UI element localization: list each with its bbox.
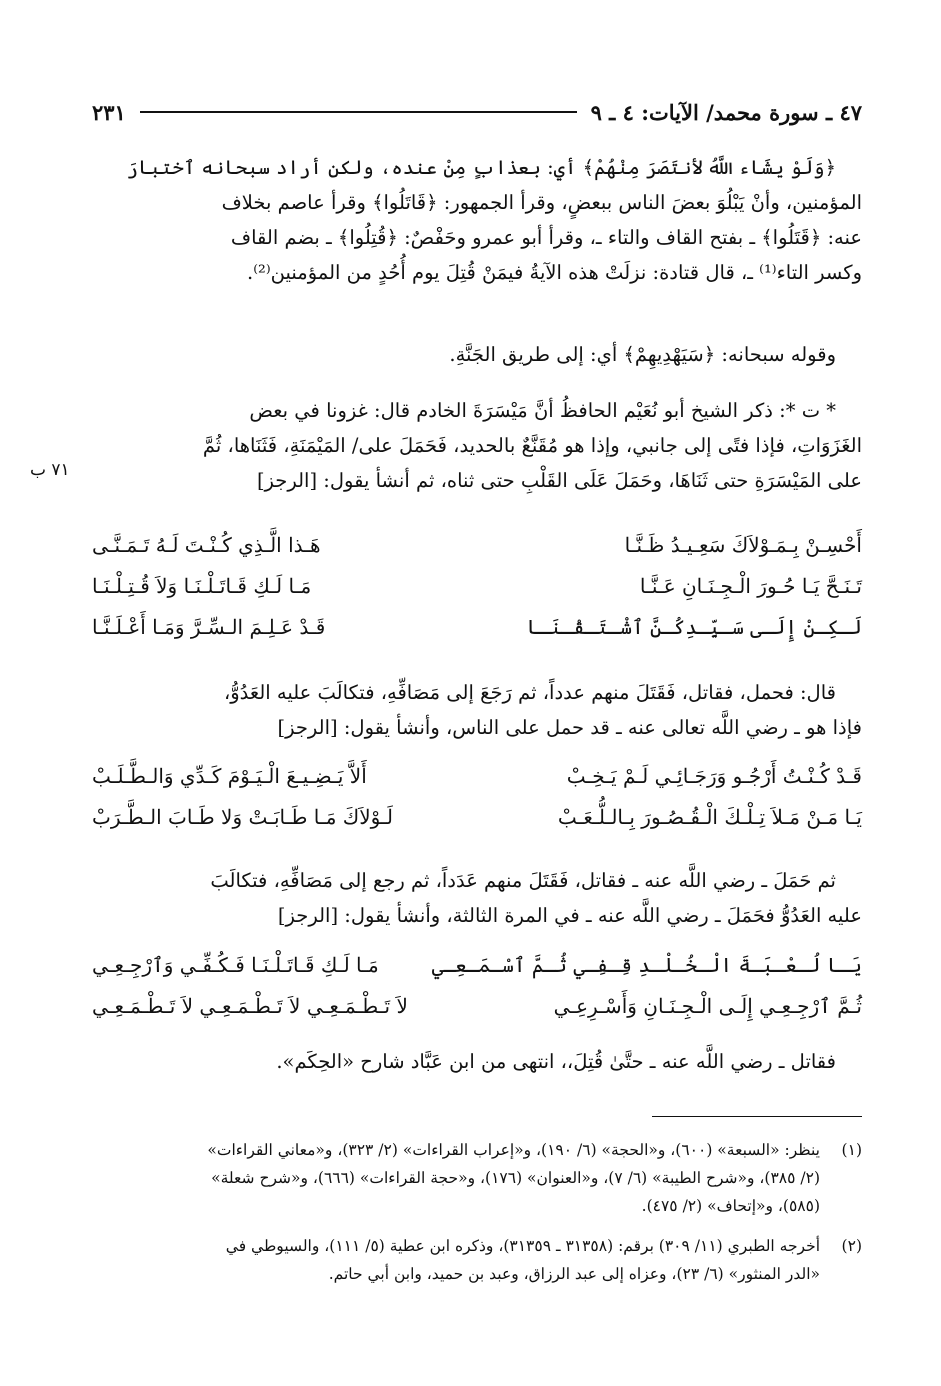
text-line: * ت *: ذكر الشيخ أبو نُعَيْم الحافظُ أنَّ مَيْسَرَةَ الخادم قال: غزونا في بعض bbox=[249, 399, 836, 422]
hemistich-1: يَـا مَـنْ مَـلاَ تِـلْـكَ الْـقُـصُـورَ بِـالـلُّـعَـبْ bbox=[557, 804, 862, 829]
hemistich-1: أَحْسِـنْ بِـمَـوْلاَكَ سَعِـيـدُ ظَـنَّـا bbox=[624, 532, 862, 557]
header-rule bbox=[140, 111, 577, 113]
footnote-line: (٥٨٥)، و«إتحاف» (٢/ ٤٧٥). bbox=[641, 1197, 820, 1215]
text-line: قال: فحمل، فقاتل، فَقَتَلَ منهم عدداً، ثم رَجَعَ إلى مَصَافِّهِ، فتكالَبَ عليه العَدُوُّ، bbox=[223, 681, 836, 704]
hemistich-2: لاَ تَـطْـمَـعِـي لاَ تَـطْـمَـعِـي لاَ تَـطْـمَـعِـي bbox=[92, 993, 408, 1018]
hemistich-2: لَـوْلاَكَ مَـا طَـابَـتْ وَلا طَـابَ الـطَّـرَبْ bbox=[92, 804, 393, 829]
paragraph-3 bbox=[92, 393, 862, 498]
verse bbox=[92, 944, 862, 985]
text-line: المؤمنين، وأنْ يَبْلُوَ بعضَ الناس ببعضٍ، وقرأ الجمهور: ﴿قَاتَلُوا﴾ وقرأ عاصم بخلاف bbox=[221, 191, 862, 214]
hemistich-2: قَـدْ عَـلِـمَ الـسِّـرَّ وَمَـا أَعْـلَـنَّـا bbox=[92, 614, 326, 639]
paragraph-5 bbox=[92, 863, 862, 933]
hemistich-1: تَـنَـحَّ يَـا حُـورَ الْـجِـنَـانِ عَـنَّـا bbox=[639, 573, 862, 598]
footnote-separator bbox=[652, 1116, 862, 1117]
poem-3 bbox=[92, 944, 862, 1026]
text-line: وقوله سبحانه: ﴿سَيَهْدِيهِمْ﴾ أي: إلى طريق الجَنَّةِ. bbox=[449, 343, 836, 366]
text-line: ثم حَمَلَ ـ رضي اللَّه عنه ـ فقاتل، فَقَتَلَ منهم عَدَداً، ثم رجع إلى مَصَافِّهِ، فتكالَبَ bbox=[210, 869, 836, 892]
page-number: ٢٣١ bbox=[92, 99, 126, 125]
hemistich-1: يَـا لُـعْـبَـةَ الْـخُـلْـدِ قِـفِـي ثُـمَّ ٱسْـمَـعِـي bbox=[431, 952, 862, 977]
footnote-line: (٢/ ٣٨٥)، و«شرح الطيبة» (٦/ ٧)، و«العنوان» (١٧٦)، و«حجة القراءات» (٦٦٦)، و«شرح شعلة» bbox=[211, 1169, 820, 1187]
verse bbox=[92, 606, 862, 647]
text-line: عنه: ﴿قَتَلُوا﴾ ـ بفتح القاف والتاء ـ، وقرأ أبو عمرو وحَفْصٌ: ﴿قُتِلُوا﴾ ـ بضم القاف bbox=[230, 226, 862, 249]
footnote-line: «الدر المنثور» (٦/ ٢٣)، وعزاه إلى عبد الرزاق، وعبد بن حميد، وابن أبي حاتم. bbox=[328, 1265, 820, 1283]
footnote-line: أخرجه الطبري (١١/ ٣٠٩) برقم: (٣١٣٥٨ ـ ٣١٣٥٩)، وذكره ابن عطية (٥/ ١١١)، والسيوطي في bbox=[225, 1237, 820, 1255]
text-line: فقاتل ـ رضي اللَّه عنه ـ حتَّىٰ قُتِلَ،، انتهى من ابن عَبَّاد شارح «الحِكَم». bbox=[276, 1050, 836, 1073]
footnote-number: (٢) bbox=[841, 1237, 862, 1255]
text-line: على المَيْسَرَةِ حتى ثَنَاهَا، وحَمَلَ عَلَى القَلْبِ حتى ثناه، ثم أنشأ يقول: [الرجز] bbox=[256, 469, 862, 492]
text-line: فإذا هو ـ رضي اللَّه تعالى عنه ـ قد حمل على الناس، وأنشأ يقول: [الرجز] bbox=[277, 716, 862, 739]
paragraph-2 bbox=[92, 337, 862, 372]
hemistich-1: لَـكِـنْ إِلَـى سَـيِّـدِكُـنَّ ٱشْـتَـقْـنَـا bbox=[526, 614, 862, 639]
verse bbox=[92, 755, 862, 796]
hemistich-1: ثُـمَّ ٱرْجِـعِـي إِلَـى الْـجِـنَـانِ وَأَسْـرِعِـي bbox=[553, 993, 862, 1018]
verse bbox=[92, 796, 862, 837]
footnote-number: (١) bbox=[841, 1141, 862, 1159]
hemistich-2: مَـا لَـكِ قَـاتَـلْـنَـا وَلاَ قُـتِـلْـنَـا bbox=[92, 573, 312, 598]
paragraph-1 bbox=[92, 150, 862, 290]
margin-folio-note: ٧١ ب bbox=[30, 460, 70, 480]
poem-2 bbox=[92, 755, 862, 837]
paragraph-4 bbox=[92, 675, 862, 745]
footnote-line: ينظر: «السبعة» (٦٠٠)، و«الحجة» (٦/ ١٩٠)، و«إعراب القراءات» (٢/ ٣٢٣)، و«معاني القراءات» bbox=[207, 1141, 820, 1159]
poem-1 bbox=[92, 524, 862, 647]
footnote-2 bbox=[92, 1232, 862, 1288]
running-header bbox=[92, 92, 862, 132]
text-line: الغَزَوَاتِ، فإذا فتًى إلى جانبي، وإذا هو مُقَنَّعٌ بالحديد، فَحَمَلَ على/ المَيْمَنَةِ، فَثَنَاها، ثُمَّ bbox=[202, 434, 862, 457]
verse bbox=[92, 985, 862, 1026]
text-line: ﴿وَلَوْ يشَاء اللَّهُ لأنتَصَرَ مِنْهُمْ﴾ أي: بعذابٍ مِنْ عنده، ولكن أراد سبحانه ٱختبارَ bbox=[126, 156, 836, 179]
hemistich-2: مَـا لَـكِ قَـاتَـلْـنَـا فَـكُـفِّـي وَٱرْجِـعِـي bbox=[92, 952, 379, 977]
hemistich-2: هَـذا الَّـذِي كُـنْـتَ لَـهُ تَـمَـنَّـى bbox=[92, 532, 321, 557]
header-title: ٤٧ ـ سورة محمد/ الآيات: ٤ ـ ٩ bbox=[590, 99, 862, 125]
hemistich-2: أَلاَّ يَـضِـيـعَ الْـيَـوْمَ كَـدِّي وَالـطَّـلَـبْ bbox=[92, 763, 367, 788]
paragraph-6 bbox=[92, 1044, 862, 1079]
verse bbox=[92, 524, 862, 565]
text-line: عليه العَدُوُّ فحَمَلَ ـ رضي اللَّه عنه ـ في المرة الثالثة، وأنشأ يقول: [الرجز] bbox=[277, 904, 862, 927]
text-line: وكسر التاء⁽¹⁾ ـ، قال قتادة: نزلَتْ هذه الآيةُ فيمَنْ قُتِلَ يوم أُحُدٍ من المؤمنين⁽²⁾. bbox=[247, 261, 862, 284]
footnote-1 bbox=[92, 1136, 862, 1220]
hemistich-1: قَـدْ كُـنْـتُ أَرْجُـو وَرَجَـائِـي لَـمْ يَـخِـبْ bbox=[566, 763, 862, 788]
verse bbox=[92, 565, 862, 606]
